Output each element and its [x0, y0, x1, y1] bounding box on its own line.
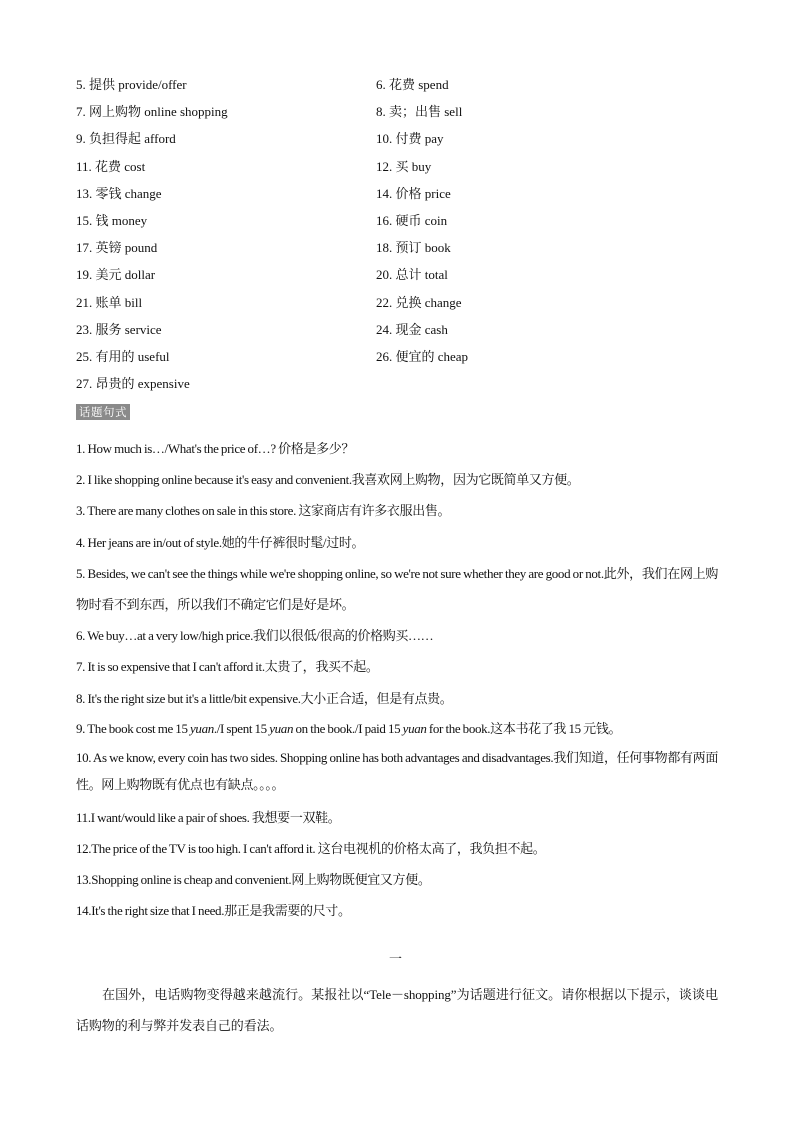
vocab-item: 25. 有用的 useful	[76, 348, 170, 364]
vocab-row	[76, 348, 716, 375]
vocab-item: 18. 预订 book	[376, 240, 451, 256]
sentence-10: 10. As we know, every coin has two sides. Shopping online has both advantages and disadvantages.我们知道，任何事物都有两面性。网上购物既有优点也有缺点。。。。	[76, 749, 718, 792]
sentence-9	[76, 717, 718, 744]
vocab-row	[76, 239, 716, 266]
vocab-item: 19. 美元 dollar	[76, 267, 156, 283]
sentence-9-part: 9. The book cost me 15	[76, 720, 190, 736]
vocab-item: 10. 付费 pay	[376, 131, 444, 147]
section-divider: 一	[389, 951, 403, 966]
sentence-8: 8. It's the right size but it's a little/bit expensive.大小正合适，但是有点贵。	[76, 690, 453, 706]
vocab-row	[76, 130, 716, 157]
vocab-item: 6. 花费 spend	[376, 77, 449, 92]
vocab-item: 8. 卖；出售 sell	[376, 104, 463, 120]
vocab-item: 17. 英镑 pound	[76, 240, 158, 256]
vocab-item: 9. 负担得起 afford	[76, 131, 176, 147]
sentence-9-part: ./I spent 15	[213, 720, 270, 736]
sentence-5: 5. Besides, we can't see the things while we're shopping online, so we're not sure whether they are good or not.此外，我们在网上购物时看不到东西，所以我们不确定它们是好是坏。	[76, 565, 718, 613]
vocab-row	[76, 158, 716, 185]
vocab-row	[76, 266, 716, 293]
sentence-2: 2. I like shopping online because it's easy and convenient.我喜欢网上购物，因为它既简单又方便。	[76, 472, 580, 488]
vocab-item: 12. 买 buy	[376, 158, 432, 174]
sentence-9-part: on the book./I paid 15	[293, 720, 403, 736]
vocab-item: 20. 总计 total	[376, 267, 448, 283]
vocab-item: 21. 账单 bill	[76, 294, 143, 310]
essay-prompt: 在国外，电话购物变得越来越流行。某报社以“Tele－shopping”为话题进行征文。请你根据以下提示，谈谈电话购物的利与弊并发表自己的看法。	[76, 987, 718, 1033]
sentence-12: 12.The price of the TV is too high. I can't afford it. 这台电视机的价格太高了，我负担不起。	[76, 841, 546, 857]
section-label-topic-sentences: 话题句式	[76, 404, 130, 420]
vocab-item: 23. 服务 service	[76, 321, 162, 337]
vocab-item: 16. 硬币 coin	[376, 212, 448, 228]
sentence-14: 14.It's the right size that I need.那正是我需要的尺寸。	[76, 903, 351, 919]
sentence-7: 7. It is so expensive that I can't afford it.太贵了，我买不起。	[76, 659, 379, 675]
vocab-row	[76, 212, 716, 239]
vocab-row	[76, 294, 716, 321]
vocab-item: 11. 花费 cost	[76, 158, 146, 174]
vocab-item: 13. 零钱 change	[76, 185, 162, 201]
vocab-row	[76, 103, 716, 130]
sentence-6: 6. We buy…at a very low/high price.我们以很低/很高的价格购买……	[76, 628, 434, 644]
vocab-row	[76, 185, 716, 212]
sentence-1: 1. How much is…/What's the price of…? 价格是多少？	[76, 441, 355, 456]
vocab-item: 27. 昂贵的 expensive	[76, 376, 190, 392]
vocab-item	[376, 375, 676, 402]
sentence-3: 3. There are many clothes on sale in this store. 这家商店有许多衣服出售。	[76, 503, 451, 519]
vocab-item: 26. 便宜的 cheap	[376, 348, 469, 364]
sentence-11: 11.I want/would like a pair of shoes. 我想要一双鞋。	[76, 809, 341, 825]
vocab-row	[76, 76, 716, 103]
sentence-4: 4. Her jeans are in/out of style.她的牛仔裤很时髦/过时。	[76, 534, 365, 550]
yuan-term: yuan	[402, 720, 427, 736]
vocab-item: 15. 钱 money	[76, 212, 148, 228]
sentence-9-part: for the book.这本书花了我 15 元钱。	[426, 720, 622, 736]
yuan-term: yuan	[190, 720, 214, 736]
vocab-row	[76, 375, 716, 402]
vocab-item: 7. 网上购物 online shopping	[76, 104, 228, 120]
yuan-term: yuan	[269, 720, 294, 736]
topic-sentence-list	[76, 433, 718, 927]
vocab-item: 22. 兑换 change	[376, 294, 462, 310]
vocab-item: 14. 价格 price	[376, 185, 451, 201]
sentence-13: 13.Shopping online is cheap and convenient.网上购物既便宜又方便。	[76, 872, 431, 888]
vocabulary-list	[76, 76, 716, 402]
vocab-item: 24. 现金 cash	[376, 321, 448, 337]
vocab-row	[76, 321, 716, 348]
vocab-item: 5. 提供 provide/offer	[76, 77, 187, 92]
